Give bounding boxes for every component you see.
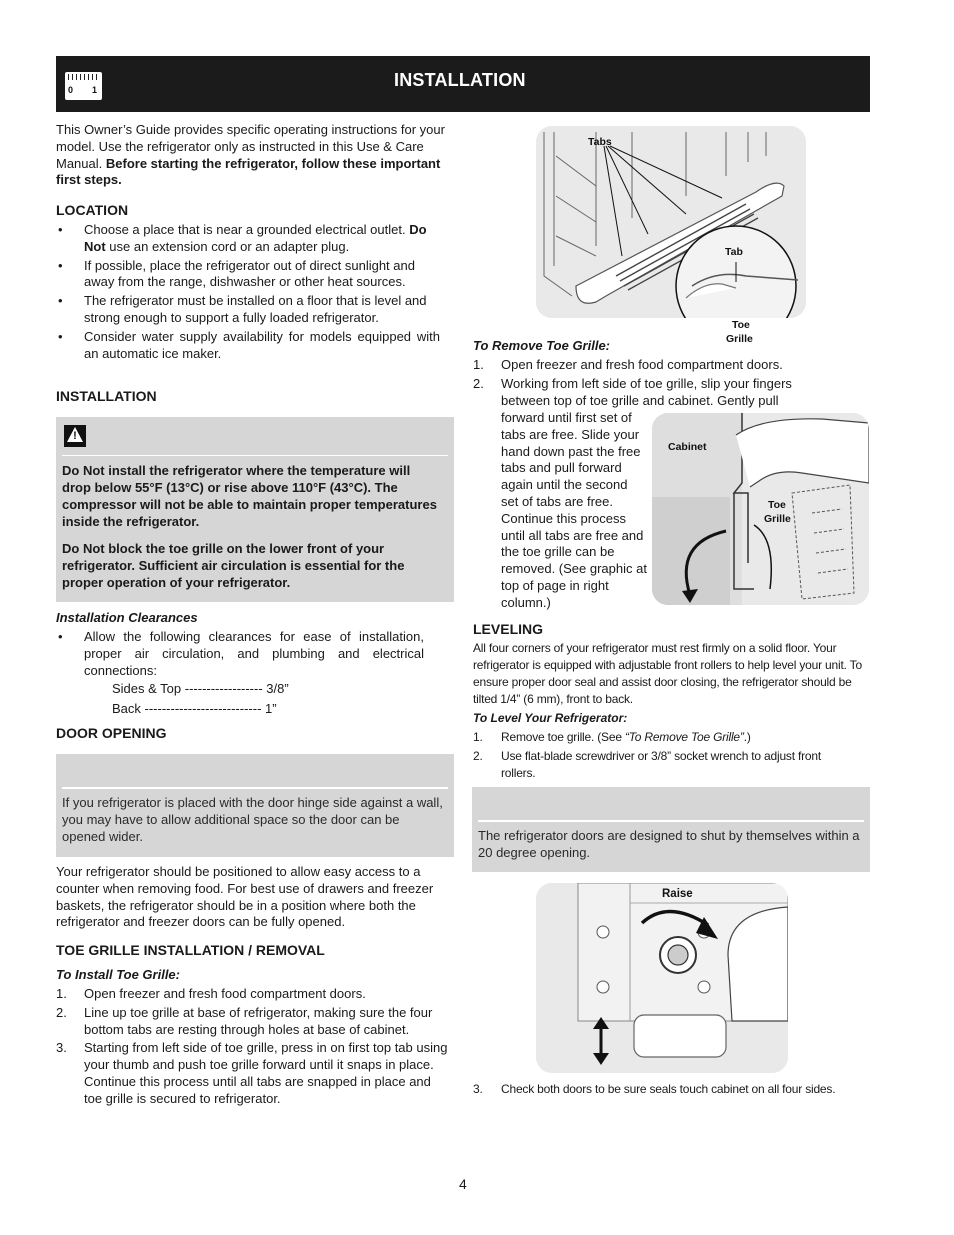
door-opening-heading: DOOR OPENING [56, 725, 167, 741]
leveling-text: All four corners of your refrigerator must rest firmly on a solid floor. Your refrigerator is equipped with adjustable front rollers to help level your unit. To ensure proper door seal and assist door closing, the refrigerator should be tilted 1/4” (6 mm), front to back. [473, 641, 862, 706]
section-header [56, 56, 870, 112]
ruler-label-1: 1 [92, 85, 98, 95]
page-number: 4 [459, 1176, 467, 1192]
leveling-heading: LEVELING [473, 621, 544, 637]
installation-heading: INSTALLATION [56, 388, 157, 404]
remove-step-1 [473, 357, 823, 374]
remove-step-2-continued: forward until first set of tabs are free. Slide your hand down past the free tabs and pull forward again until the second set of tabs are free. Continue this process until all tabs are free and the toe grille can be removed. (See graphic at top of page in right column.) [501, 410, 647, 610]
clearance-back: Back --------------------------- 1” [112, 701, 277, 716]
list-item: 3. Starting from left side of toe grille, press in on first top tab using your thumb and push toe grille forward until it snaps in place. Continue this process until all tabs are snapped in place and toe grille is secured to refrigerator. [56, 1040, 448, 1106]
door-opening-text: Your refrigerator should be positioned to allow easy access to a counter when removing food. For best use of drawers and freezer baskets, the refrigerator should be in a position where both the refrigerator and freezer doors can be fully opened. [56, 864, 434, 930]
leveling-note-text: The refrigerator doors are designed to shut by themselves within a 20 degree opening. [478, 828, 860, 860]
list-item: 1. Open freezer and fresh food compartment doors. [473, 357, 783, 372]
leveling-step-3 [473, 1081, 853, 1098]
list-item: • Choose a place that is near a grounded electrical outlet. Do Not use an extension cord or an adapter plug. [56, 222, 440, 256]
label-raise: Raise [662, 888, 693, 900]
clearances-list [56, 629, 424, 679]
toe-grille-illustration [536, 126, 806, 318]
location-heading: LOCATION [56, 202, 129, 218]
install-toe-grille-heading: To Install Toe Grille: [56, 967, 180, 982]
label-tab: Tab [725, 246, 743, 258]
list-item: • Allow the following clearances for ease of installation, proper air circulation, and plumbing and electrical connections: [56, 629, 424, 679]
list-item: 3. Check both doors to be sure seals touch cabinet on all four sides. [473, 1082, 836, 1096]
install-steps [56, 986, 448, 1108]
page-title: INSTALLATION [394, 70, 526, 90]
remove-toe-grille-heading: To Remove Toe Grille: [473, 338, 611, 353]
clearances-heading: Installation Clearances [56, 610, 198, 625]
door-note-box [56, 754, 454, 857]
label-tabs: Tabs [588, 136, 612, 148]
toe-grille-heading: TOE GRILLE INSTALLATION / REMOVAL [56, 942, 325, 958]
ruler-label-0: 0 [68, 85, 74, 95]
list-item: 2. Line up toe grille at base of refrigerator, making sure the four bottom tabs are resting through holes at base of cabinet. [56, 1004, 433, 1037]
label-cabinet: Cabinet [668, 441, 707, 453]
leveling-steps [473, 729, 853, 782]
list-item: • The refrigerator must be installed on a floor that is level and strong enough to support a fully loaded refrigerator. [56, 293, 440, 327]
label-grille-2: Grille [764, 513, 791, 525]
level-refrigerator-heading: To Level Your Refrigerator: [473, 711, 628, 725]
warning-text-2: Do Not block the toe grille on the lower front of your refrigerator. Sufficient air circulation is essential for the proper operation of your refrigerator. [62, 541, 405, 590]
warning-box [56, 417, 454, 602]
list-item: 1. Remove toe grille. (See “To Remove Toe Grille”.) [473, 730, 751, 744]
warning-text-1: Do Not install the refrigerator where the temperature will drop below 55°F (13°C) or rise above 110°F (43°C). The compressor will not be able to maintain proper temperatures inside the refrigerator. [62, 463, 437, 529]
list-item: • If possible, place the refrigerator out of direct sunlight and away from the range, dishwasher or other heat sources. [56, 258, 440, 292]
toe-grille-removal-illustration [652, 413, 869, 605]
label-grille-1: Grille [726, 333, 753, 345]
label-toe-1: Toe [732, 319, 750, 331]
location-list [56, 222, 440, 362]
leveling-illustration [536, 883, 788, 1073]
intro-paragraph: This Owner’s Guide provides specific operating instructions for your model. Use the refrigerator only as instructed in this Use & Care Manual. Before starting the refrigerator, follow these important first steps. [56, 122, 445, 188]
list-item: 2. Working from left side of toe grille, slip your fingers between top of toe grille and cabinet. Gently pull [473, 376, 792, 408]
remove-step-2 [473, 376, 825, 410]
ruler-icon [65, 72, 102, 100]
list-item: 2. Use flat-blade screwdriver or 3/8” socket wrench to adjust front rollers. [473, 749, 822, 780]
label-toe-2: Toe [768, 499, 786, 511]
list-item: 1. Open freezer and fresh food compartment doors. [56, 986, 366, 1001]
intro-block [56, 122, 454, 189]
door-note-text: If you refrigerator is placed with the door hinge side against a wall, you may have to allow additional space so the door can be opened wider. [62, 795, 443, 844]
list-item: • Consider water supply availability for models equipped with an automatic ice maker. [56, 329, 440, 363]
clearance-sides-top: Sides & Top ------------------ 3/8” [112, 681, 289, 696]
leveling-note-box [472, 787, 870, 872]
warning-icon: ! [64, 425, 86, 447]
